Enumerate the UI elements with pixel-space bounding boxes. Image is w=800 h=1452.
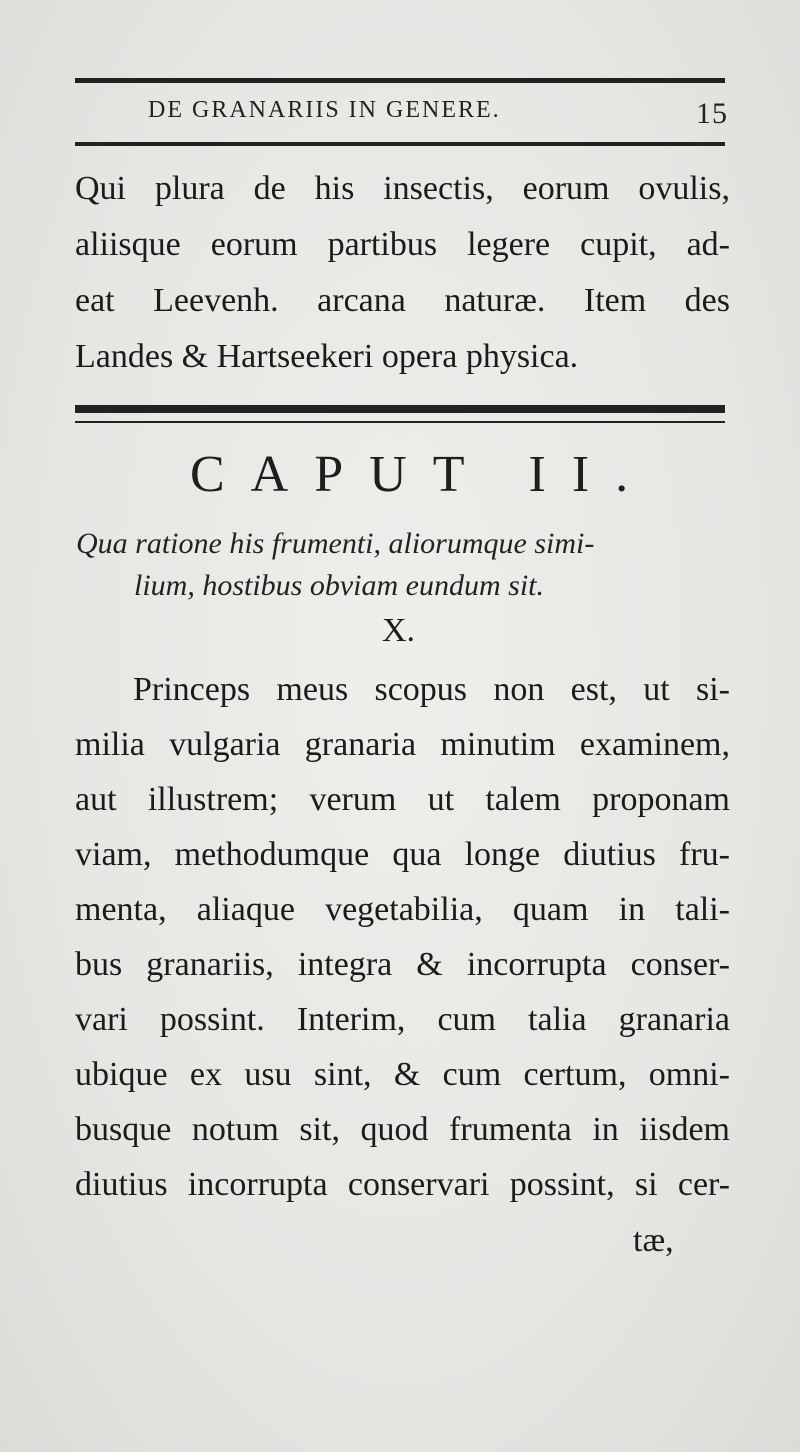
text-line: menta, aliaque vegetabilia, quam in tali- [75, 891, 730, 928]
text-line: Qui plura de his insectis, eorum ovulis, [75, 170, 730, 207]
chapter-subtitle-line-2: lium, hostibus obviam eundum sit. [134, 569, 544, 602]
running-title: DE GRANARIIS IN GENERE. [148, 97, 501, 123]
text-line: aliisque eorum partibus legere cupit, ad- [75, 226, 730, 263]
chapter-heading: CAPUT II. [190, 446, 655, 503]
chapter-rule-thin [75, 421, 725, 423]
catchword: tæ, [633, 1222, 674, 1259]
page-number: 15 [696, 97, 728, 130]
text-line: eat Leevenh. arcana naturæ. Item des [75, 282, 730, 319]
text-line: busque notum sit, quod frumenta in iisdem [75, 1111, 730, 1148]
text-line: diutius incorrupta conservari possint, si cer- [75, 1166, 730, 1203]
header-bottom-rule [75, 142, 725, 146]
text-line: milia vulgaria granaria minutim examinem, [75, 726, 730, 763]
text-line: ubique ex usu sint, & cum certum, omni- [75, 1056, 730, 1093]
text-line: viam, methodumque qua longe diutius fru- [75, 836, 730, 873]
text-line: bus granariis, integra & incorrupta conser- [75, 946, 730, 983]
chapter-rule-thick [75, 405, 725, 413]
text-line: Princeps meus scopus non est, ut si- [133, 671, 730, 708]
text-line: vari possint. Interim, cum talia granaria [75, 1001, 730, 1038]
running-head [148, 97, 728, 130]
section-number: X. [382, 612, 416, 649]
header-top-rule [75, 78, 725, 83]
chapter-subtitle-line-1: Qua ratione his frumenti, aliorumque simi- [76, 527, 595, 560]
text-line: aut illustrem; verum ut talem proponam [75, 781, 730, 818]
text-line: Landes & Hartseekeri opera physica. [75, 338, 579, 375]
